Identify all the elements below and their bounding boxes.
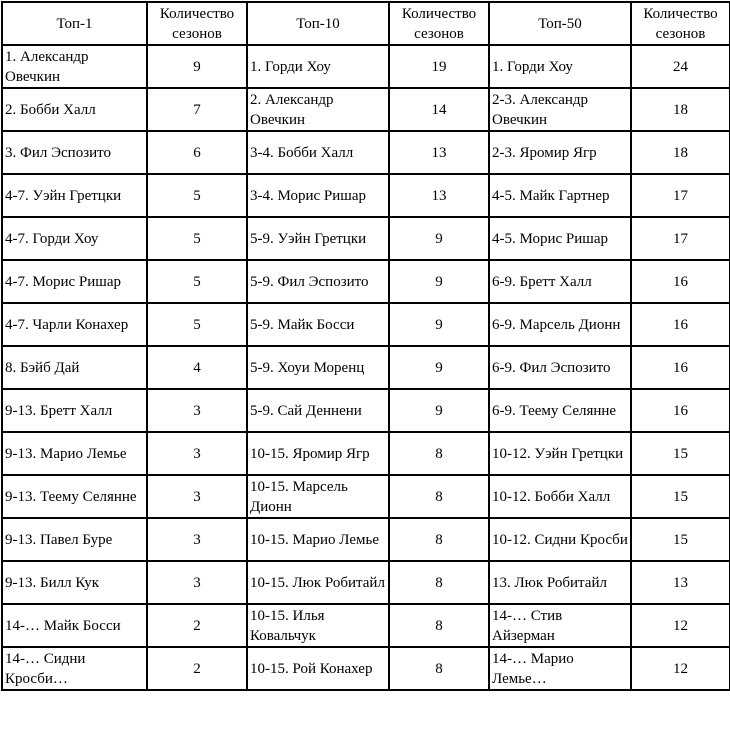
header-seasons-top1: Количество сезонов — [147, 2, 247, 45]
top10-seasons-cell: 13 — [389, 174, 489, 217]
top1-player-cell: 9-13. Павел Буре — [2, 518, 147, 561]
top1-player-cell: 9-13. Бретт Халл — [2, 389, 147, 432]
top10-seasons-cell: 13 — [389, 131, 489, 174]
top10-player-cell: 5-9. Майк Босси — [247, 303, 389, 346]
top10-player-cell: 10-15. Яромир Ягр — [247, 432, 389, 475]
header-top10: Топ-10 — [247, 2, 389, 45]
table-header — [2, 2, 730, 45]
top50-player-cell: 14-… Марио Лемье… — [489, 647, 631, 690]
top10-player-cell: 5-9. Уэйн Гретцки — [247, 217, 389, 260]
top10-player-cell: 2. Александр Овечкин — [247, 88, 389, 131]
top50-player-cell: 6-9. Марсель Дионн — [489, 303, 631, 346]
top50-seasons-cell: 16 — [631, 303, 730, 346]
top1-seasons-cell: 5 — [147, 217, 247, 260]
top1-seasons-cell: 6 — [147, 131, 247, 174]
top10-seasons-cell: 8 — [389, 647, 489, 690]
top1-player-cell: 2. Бобби Халл — [2, 88, 147, 131]
top1-player-cell: 14-… Майк Босси — [2, 604, 147, 647]
top50-seasons-cell: 17 — [631, 174, 730, 217]
top1-player-cell: 3. Фил Эспозито — [2, 131, 147, 174]
table-row — [2, 217, 730, 260]
table-row — [2, 260, 730, 303]
top1-seasons-cell: 3 — [147, 518, 247, 561]
top1-seasons-cell: 3 — [147, 432, 247, 475]
header-top50: Топ-50 — [489, 2, 631, 45]
table-row — [2, 432, 730, 475]
top1-player-cell: 4-7. Уэйн Гретцки — [2, 174, 147, 217]
table-row — [2, 647, 730, 690]
header-top1: Топ-1 — [2, 2, 147, 45]
table-body — [2, 45, 730, 690]
top50-seasons-cell: 12 — [631, 647, 730, 690]
top50-seasons-cell: 15 — [631, 518, 730, 561]
top50-seasons-cell: 16 — [631, 260, 730, 303]
top50-player-cell: 2-3. Александр Овечкин — [489, 88, 631, 131]
top1-seasons-cell: 5 — [147, 303, 247, 346]
top10-seasons-cell: 9 — [389, 346, 489, 389]
top1-seasons-cell: 3 — [147, 389, 247, 432]
top10-player-cell: 3-4. Бобби Халл — [247, 131, 389, 174]
top10-player-cell: 1. Горди Хоу — [247, 45, 389, 88]
top10-seasons-cell: 19 — [389, 45, 489, 88]
top50-seasons-cell: 13 — [631, 561, 730, 604]
top50-player-cell: 4-5. Майк Гартнер — [489, 174, 631, 217]
top10-player-cell: 5-9. Фил Эспозито — [247, 260, 389, 303]
top50-player-cell: 14-… Стив Айзерман — [489, 604, 631, 647]
top50-player-cell: 6-9. Фил Эспозито — [489, 346, 631, 389]
top50-player-cell: 6-9. Теему Селянне — [489, 389, 631, 432]
top50-player-cell: 4-5. Морис Ришар — [489, 217, 631, 260]
top50-player-cell: 6-9. Бретт Халл — [489, 260, 631, 303]
top1-player-cell: 8. Бэйб Дай — [2, 346, 147, 389]
top50-player-cell: 1. Горди Хоу — [489, 45, 631, 88]
header-seasons-top50: Количество сезонов — [631, 2, 730, 45]
top10-seasons-cell: 8 — [389, 518, 489, 561]
top10-player-cell: 5-9. Хоуи Моренц — [247, 346, 389, 389]
top1-player-cell: 4-7. Морис Ришар — [2, 260, 147, 303]
top50-seasons-cell: 18 — [631, 131, 730, 174]
top50-seasons-cell: 15 — [631, 475, 730, 518]
top50-seasons-cell: 16 — [631, 346, 730, 389]
top10-seasons-cell: 9 — [389, 260, 489, 303]
top1-seasons-cell: 4 — [147, 346, 247, 389]
top1-player-cell: 4-7. Чарли Конахер — [2, 303, 147, 346]
top10-seasons-cell: 8 — [389, 561, 489, 604]
top10-player-cell: 5-9. Сай Деннени — [247, 389, 389, 432]
top1-seasons-cell: 2 — [147, 647, 247, 690]
table-row — [2, 174, 730, 217]
top50-seasons-cell: 16 — [631, 389, 730, 432]
top1-player-cell: 4-7. Горди Хоу — [2, 217, 147, 260]
top10-player-cell: 10-15. Марсель Дионн — [247, 475, 389, 518]
top50-seasons-cell: 24 — [631, 45, 730, 88]
table-row — [2, 475, 730, 518]
top50-player-cell: 13. Люк Робитайл — [489, 561, 631, 604]
top50-player-cell: 10-12. Уэйн Гретцки — [489, 432, 631, 475]
top1-seasons-cell: 5 — [147, 260, 247, 303]
top50-seasons-cell: 17 — [631, 217, 730, 260]
header-row — [2, 2, 730, 45]
top1-player-cell: 9-13. Билл Кук — [2, 561, 147, 604]
top50-player-cell: 2-3. Яромир Ягр — [489, 131, 631, 174]
table-row — [2, 303, 730, 346]
top50-seasons-cell: 12 — [631, 604, 730, 647]
top1-player-cell: 9-13. Марио Лемье — [2, 432, 147, 475]
top1-seasons-cell: 7 — [147, 88, 247, 131]
top50-player-cell: 10-12. Бобби Халл — [489, 475, 631, 518]
header-seasons-top10: Количество сезонов — [389, 2, 489, 45]
top10-seasons-cell: 9 — [389, 389, 489, 432]
table-row — [2, 346, 730, 389]
top10-seasons-cell: 8 — [389, 432, 489, 475]
top1-seasons-cell: 5 — [147, 174, 247, 217]
top1-seasons-cell: 3 — [147, 475, 247, 518]
top10-seasons-cell: 9 — [389, 217, 489, 260]
table-row — [2, 45, 730, 88]
top10-player-cell: 3-4. Морис Ришар — [247, 174, 389, 217]
top1-seasons-cell: 3 — [147, 561, 247, 604]
top1-player-cell: 14-… Сидни Кросби… — [2, 647, 147, 690]
top1-seasons-cell: 2 — [147, 604, 247, 647]
top10-seasons-cell: 8 — [389, 604, 489, 647]
top1-player-cell: 9-13. Теему Селянне — [2, 475, 147, 518]
rankings-table — [1, 1, 730, 691]
top10-seasons-cell: 9 — [389, 303, 489, 346]
top10-seasons-cell: 14 — [389, 88, 489, 131]
table-row — [2, 88, 730, 131]
table-row — [2, 131, 730, 174]
top1-player-cell: 1. Александр Овечкин — [2, 45, 147, 88]
table-row — [2, 518, 730, 561]
top50-seasons-cell: 18 — [631, 88, 730, 131]
table-row — [2, 389, 730, 432]
top10-seasons-cell: 8 — [389, 475, 489, 518]
top10-player-cell: 10-15. Люк Робитайл — [247, 561, 389, 604]
top10-player-cell: 10-15. Илья Ковальчук — [247, 604, 389, 647]
top10-player-cell: 10-15. Рой Конахер — [247, 647, 389, 690]
top1-seasons-cell: 9 — [147, 45, 247, 88]
top50-seasons-cell: 15 — [631, 432, 730, 475]
table-row — [2, 604, 730, 647]
top50-player-cell: 10-12. Сидни Кросби — [489, 518, 631, 561]
table-row — [2, 561, 730, 604]
top10-player-cell: 10-15. Марио Лемье — [247, 518, 389, 561]
